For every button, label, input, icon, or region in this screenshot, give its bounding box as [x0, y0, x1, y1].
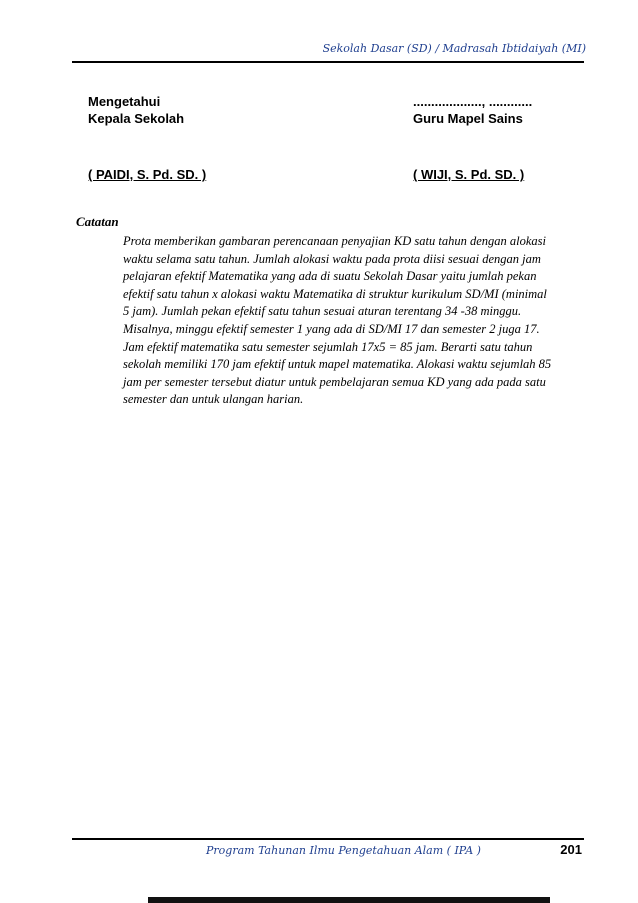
notes-line: Prota memberikan gambaran perencanaan penyajian KD satu tahun dengan alokasi [123, 234, 546, 248]
notes-line: efektif satu tahun x alokasi waktu Matematika di struktur kurikulum SD/MI (minimal [123, 286, 547, 301]
running-header-title: Sekolah Dasar (SD) / Madrasah Ibtidaiyah (MI) [322, 42, 586, 55]
notes-line: sekolah memiliki 170 jam efektif untuk mapel matematika. Alokasi waktu sejumlah 85 [123, 357, 552, 372]
signature-right-name: ( WIJI, S. Pd. SD. ) [413, 167, 525, 182]
signature-right-line2: Guru Mapel Sains [413, 111, 523, 126]
footer-rule [72, 838, 584, 840]
notes-line: semester dan untuk ulangan harian. [123, 392, 304, 407]
signature-left-name: ( PAIDI, S. Pd. SD. ) [88, 167, 207, 182]
page-number: 201 [560, 842, 582, 857]
notes-line: pelajaran efektif Matematika yang ada di suatu Sekolah Dasar yaitu jumlah pekan [123, 269, 537, 284]
notes-body [123, 233, 583, 409]
signature-left-line1: Mengetahui [88, 94, 161, 109]
notes-line: waktu selama satu tahun. Jumlah alokasi waktu pada prota diisi sesuai dengan jam [123, 251, 541, 266]
bottom-edge-bar [148, 897, 550, 903]
notes-title: Catatan [76, 214, 119, 229]
notes-line: jam per semester tersebut diatur untuk pembelajaran semua KD yang ada pada satu [123, 374, 546, 389]
header-rule [72, 61, 584, 63]
notes-line: Jam efektif matematika satu semester sejumlah 17x5 = 85 jam. Berarti satu tahun [123, 339, 533, 354]
signature-right-line1: ..................., ............ [413, 94, 533, 109]
running-footer-title: Program Tahunan Ilmu Pengetahuan Alam ( IPA ) [206, 844, 481, 857]
signature-left-line2: Kepala Sekolah [88, 111, 185, 126]
notes-line: Misalnya, minggu efektif semester 1 yang ada di SD/MI 17 dan semester 2 juga 17. [123, 321, 540, 336]
notes-line: 5 jam). Jumlah pekan efektif satu tahun sesuai aturan terentang 34 -38 minggu. [123, 304, 522, 319]
